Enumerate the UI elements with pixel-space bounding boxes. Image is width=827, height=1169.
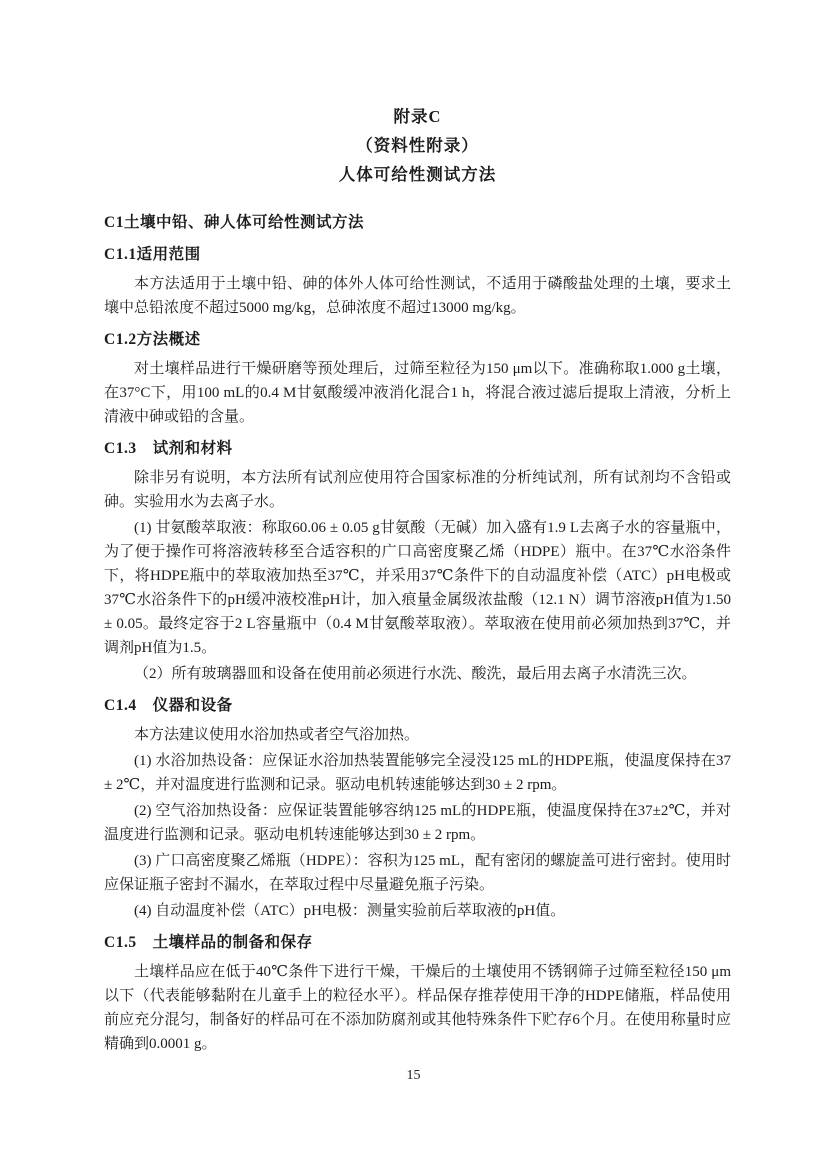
heading-c1-4: C1.4 仪器和设备 [104, 697, 233, 714]
appendix-number-title: 附录C [393, 107, 442, 126]
document-content [104, 102, 735, 1058]
heading-c1-2: C1.2方法概述 [104, 331, 201, 348]
para-c1-4-item-1: (1) 水浴加热设备：应保证水浴加热装置能够完全浸没125 mL的HDPE瓶，使温度保持在37 ± 2℃，并对温度进行监测和记录。驱动电机转速能够达到30 ± 2 rpm。 [104, 753, 735, 793]
appendix-type-title: （资料性附录） [356, 136, 479, 155]
heading-c1-1: C1.1适用范围 [104, 246, 201, 263]
section-c1 [104, 211, 731, 235]
heading-c1-3: C1.3 试剂和材料 [104, 440, 233, 457]
section-c1-1 [104, 243, 731, 320]
section-c1-5 [104, 931, 731, 1056]
appendix-method-title: 人体可给性测试方法 [338, 165, 497, 184]
para-c1-1-scope: 本方法适用于土壤中铅、砷的体外人体可给性测试，不适用于磷酸盐处理的土壤，要求土壤中总铅浓度不超过5000 mg/kg，总砷浓度不超过13000 mg/kg。 [104, 276, 731, 316]
page-number: 15 [406, 1068, 421, 1083]
para-c1-5-preparation: 土壤样品应在低于40℃条件下进行干燥，干燥后的土壤使用不锈钢筛子过筛至粒径150 μm以下（代表能够黏附在儿童手上的粒径水平）。样品保存推荐使用干净的HDPE储瓶，样品使用前应充分混匀，制备好的样品可在不添加防腐剂或其他特殊条件下贮存6个月。在使用称量时应精确到0.0001 g。 [104, 964, 731, 1052]
para-c1-3-item-1: (1) 甘氨酸萃取液：称取60.06 ± 0.05 g甘氨酸（无碱）加入盛有1.9 L去离子水的容量瓶中，为了便于操作可将溶液转移至合适容积的广口高密度聚乙烯（HDPE）瓶中。在37℃水浴条件下，将HDPE瓶中的萃取液加热至37℃，并采用37℃条件下的自动温度补偿（ATC）pH电极或37℃水浴条件下的pH缓冲液校准pH计，加入痕量金属级浓盐酸（12.1 N）调节溶液pH值为1.50 ± 0.05。最终定容于2 L容量瓶中（0.4 M甘氨酸萃取液）。萃取液在使用前必须加热到37℃，并调剂pH值为1.5。 [104, 520, 735, 656]
para-c1-3-item-2: （2）所有玻璃器皿和设备在使用前必须进行水洗、酸洗，最后用去离子水清洗三次。 [134, 666, 697, 682]
para-c1-4-item-2: (2) 空气浴加热设备：应保证装置能够容纳125 mL的HDPE瓶，使温度保持在37±2℃，并对温度进行监测和记录。驱动电机转速能够达到30 ± 2 rpm。 [104, 803, 731, 843]
heading-c1-5: C1.5 土壤样品的制备和保存 [104, 934, 313, 951]
para-c1-2-overview: 对土壤样品进行干燥研磨等预处理后，过筛至粒径为150 μm以下。准确称取1.000 g土壤，在37°C下，用100 mL的0.4 M甘氨酸缓冲液消化混合1 h，将混合液过滤后提取上清液，分析上清液中砷或铅的含量。 [104, 361, 731, 425]
appendix-title-block [104, 102, 731, 189]
para-c1-3-intro: 除非另有说明，本方法所有试剂应使用符合国家标准的分析纯试剂，所有试剂均不含铅或砷。实验用水为去离子水。 [104, 470, 731, 510]
para-c1-4-item-3: (3) 广口高密度聚乙烯瓶（HDPE）：容积为125 mL，配有密闭的螺旋盖可进行密封。使用时应保证瓶子密封不漏水，在萃取过程中尽量避免瓶子污染。 [104, 853, 731, 893]
section-c1-2 [104, 328, 731, 429]
section-c1-4 [104, 694, 735, 923]
section-c1-3 [104, 437, 735, 686]
para-c1-4-intro: 本方法建议使用水浴加热或者空气浴加热。 [134, 727, 420, 743]
para-c1-4-item-4: (4) 自动温度补偿（ATC）pH电极：测量实验前后萃取液的pH值。 [134, 903, 566, 919]
heading-c1: C1土壤中铅、砷人体可给性测试方法 [104, 214, 364, 231]
